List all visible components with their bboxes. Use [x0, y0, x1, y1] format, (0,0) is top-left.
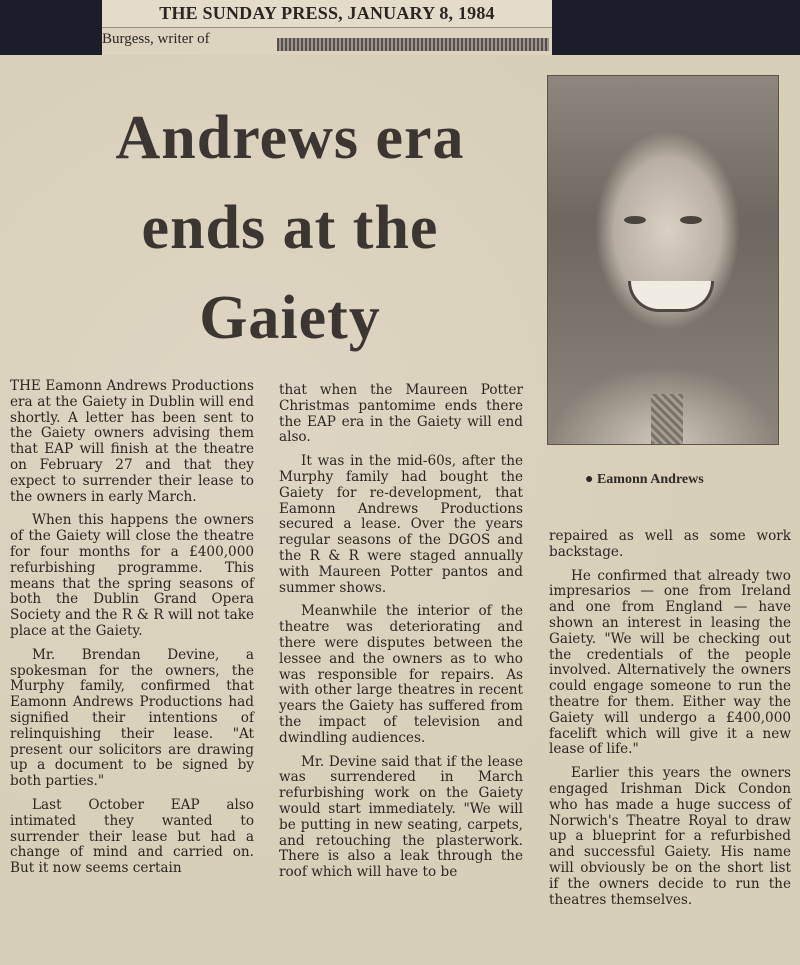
smile-shape — [628, 281, 714, 312]
paragraph: THE Eamonn Andrews Productions era at the Gaiety in Dublin will end shortly. A letter has been sent to the Gaiety owners advising them that EAP will finish at the theatre on February 27 and that they expect to surrender their lease to the owners in early March. — [10, 378, 254, 505]
paragraph: Earlier this years the owners engaged Irishman Dick Condon who has made a huge success of Norwich's Theatre Royal to draw up a blueprint for a refurbished and successful Gaiety. His name will obviously be on the short list if the owners decide to run the theatres themselves. — [549, 765, 791, 908]
tie-shape — [651, 394, 683, 444]
paragraph: He confirmed that already two impresarios — one from Ireland and one from England — have shown an interest in leasing the Gaiety. "We will be checking out the credentials of the people involved. Alternatively the owners could engage someone to run the theatre for them. Either way the Gaiety will undergo a £400,000 facelift which will give it a new lease of life." — [549, 567, 791, 758]
eyes-shape — [618, 216, 718, 230]
paragraph: repaired as well as some work backstage. — [549, 528, 791, 560]
newspaper-masthead: THE SUNDAY PRESS, JANUARY 8, 1984 — [102, 0, 552, 28]
paragraph: Meanwhile the interior of the theatre was deteriorating and there were disputes between the lessee and the owners as to who was responsible for repairs. As with other large theatres in recent years the Gaiety has suffered from the impact of television and dwindling audiences. — [279, 603, 523, 746]
article-column-1 — [10, 379, 254, 885]
portrait-photo — [547, 75, 779, 445]
paragraph: Mr. Devine said that if the lease was surrendered in March refurbishing work on the Gaiety would start immediately. "We will be putting in new seating, carpets, and retouching the plasterwork. There is also a leak through the roof which will have to be — [279, 753, 523, 881]
paragraph: It was in the mid-60s, after the Murphy family had bought the Gaiety for re-development, that Eamonn Andrews Productions secured a lease. Over the years regular seasons of the DGOS and the R & R were staged annually with Maureen Potter pantos and summer shows. — [279, 453, 523, 596]
paragraph: that when the Maureen Potter Christmas pantomime ends there the EAP era in the Gaiety will end also. — [279, 382, 523, 446]
previous-article-strip — [102, 28, 552, 55]
article-clipping — [0, 55, 800, 965]
paragraph: When this happens the owners of the Gaiety will close the theatre for four months for a £400,000 refurbishing programme. This means that the spring seasons of both the Dublin Grand Opera Society and the R & R will not take place at the Gaiety. — [10, 512, 254, 639]
strip-texture — [277, 38, 549, 51]
article-column-2 — [279, 383, 523, 889]
headline: Andrews era ends at the Gaiety — [115, 104, 465, 352]
paragraph: Last October EAP also intimated they wanted to surrender their lease but had a change of mind and carried on. But it now seems certain — [10, 796, 254, 877]
photo-caption: ● Eamonn Andrews — [585, 472, 704, 487]
article-column-3 — [549, 529, 791, 916]
paragraph: Mr. Brendan Devine, a spokesman for the owners, the Murphy family, confirmed that Eamonn Andrews Productions had signified their intentions of relinquishing their lease. "At present our solicitors are drawing up a document to be signed by both parties." — [10, 646, 254, 790]
strip-text: Burgess, writer of — [102, 31, 210, 47]
